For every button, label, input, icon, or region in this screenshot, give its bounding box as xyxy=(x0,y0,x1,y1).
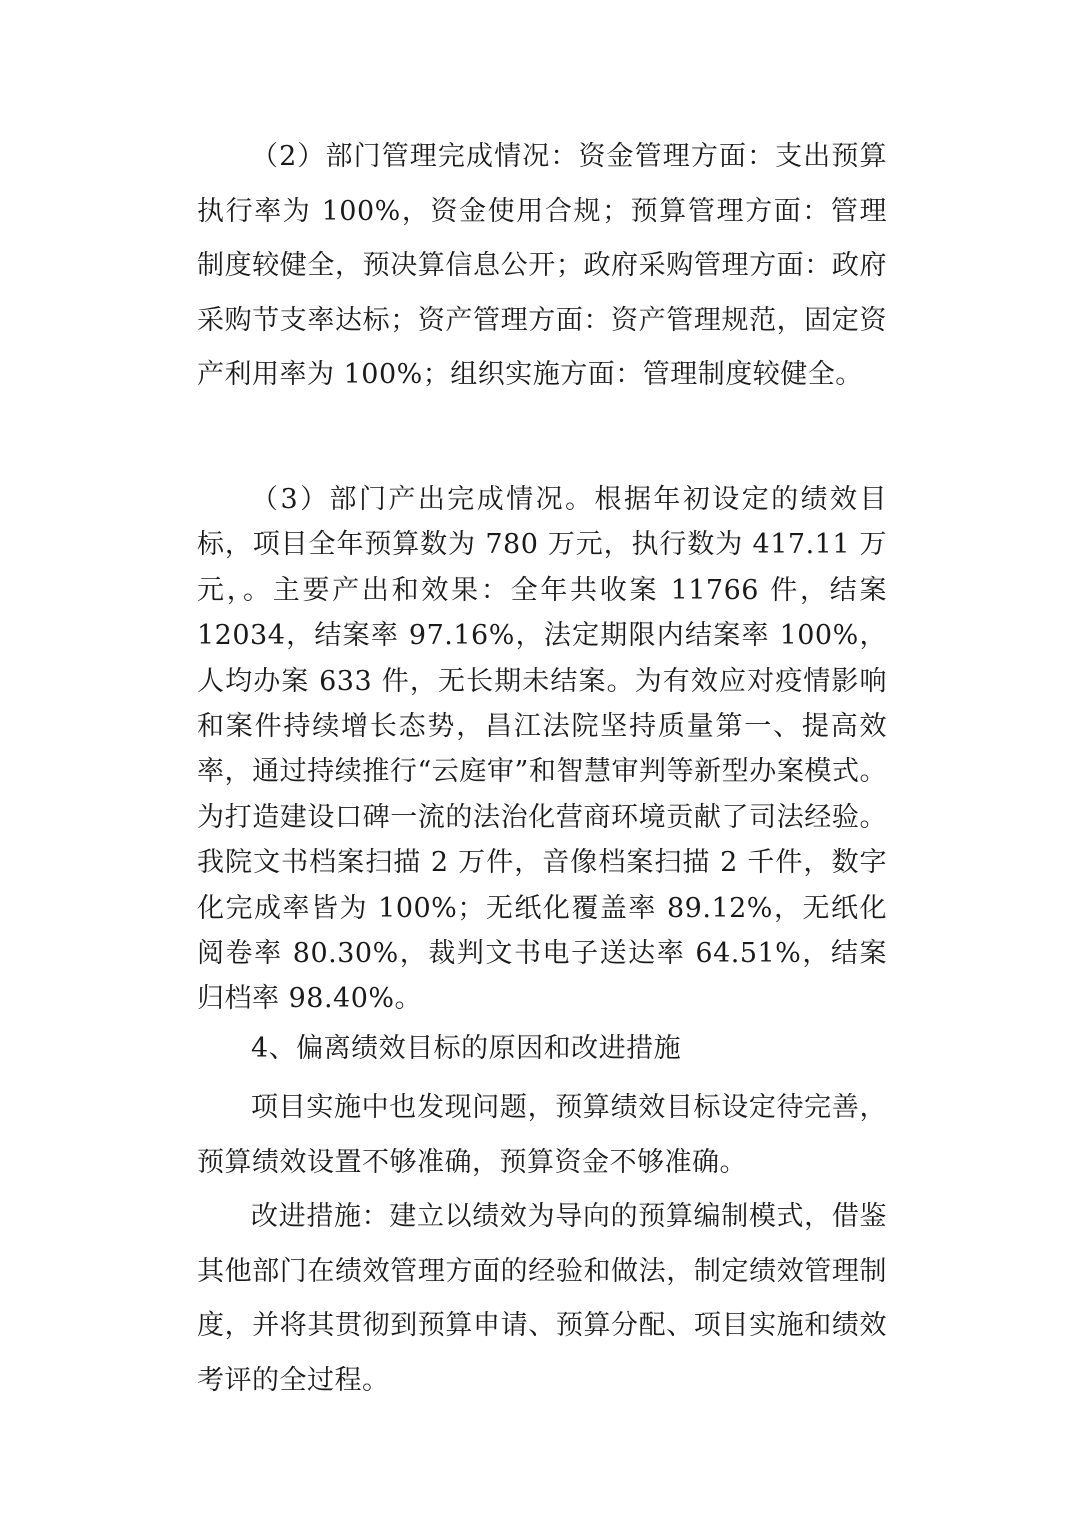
paragraph-department-management: （2）部门管理完成情况：资金管理方面：支出预算执行率为 100%，资金使用合规；预算管理方面：管理制度较健全，预决算信息公开；政府采购管理方面：政府采购节支率达标；资产管理方面：资产管理规范，固定资产利用率为 100%；组织实施方面：管理制度较健全。 xyxy=(197,141,887,390)
paragraph-improvement-measures: 改进措施：建立以绩效为导向的预算编制模式，借鉴其他部门在绩效管理方面的经验和做法，制定绩效管理制度，并将其贯彻到预算申请、预算分配、项目实施和绩效考评的全过程。 xyxy=(197,1201,887,1396)
document-page xyxy=(197,0,887,1520)
section-heading-deviation-causes: 4、偏离绩效目标的原因和改进措施 xyxy=(251,1033,682,1064)
paragraph-problems-found: 项目实施中也发现问题，预算绩效目标设定待完善，预算绩效设置不够准确，预算资金不够准确。 xyxy=(197,1092,887,1178)
paragraph-department-output: （3）部门产出完成情况。根据年初设定的绩效目标，项目全年预算数为 780 万元，执行数为 417.11 万元，。主要产出和效果：全年共收案 11766 件，结案 12034，结案率 97.16%，法定期限内结案率 100%，人均办案 633 件，无长期未结案。为有效应对疫情影响和案件持续增长态势，昌江法院坚持质量第一、提高效率，通过持续推行“云庭审”和智慧审判等新型办案模式。为打造建设口碑一流的法治化营商环境贡献了司法经验。我院文书档案扫描 2 万件，音像档案扫描 2 千件，数字化完成率皆为 100%；无纸化覆盖率 89.12%，无纸化阅卷率 80.30%，裁判文书电子送达率 64.51%，结案归档率 98.40%。 xyxy=(197,484,887,1015)
